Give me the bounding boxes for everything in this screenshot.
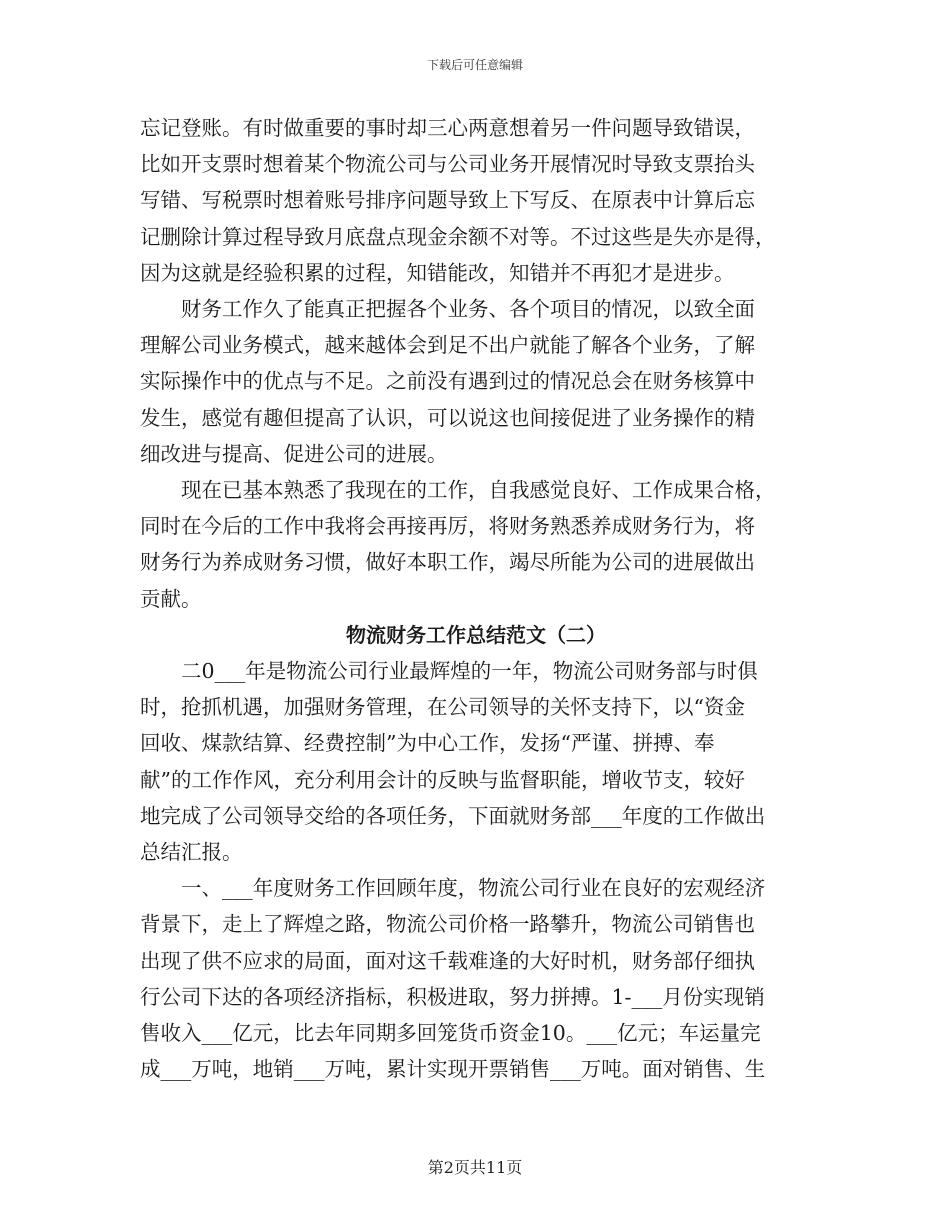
document-body	[140, 110, 812, 1087]
section-heading: 物流财务工作总结范文（二）	[346, 622, 606, 647]
page-number: 第2页共11页	[427, 1158, 523, 1177]
text-line: 行公司下达的各项经济指标，积极进取，努力拼搏。1-___月份实现销	[140, 984, 765, 1009]
text-line: 售收入___亿元，比去年同期多回笼货币资金10。___亿元；车运量完	[140, 1021, 761, 1046]
text-line: 细改进与提高、促进公司的进展。	[140, 441, 448, 466]
page-header: 下载后可任意编辑	[426, 58, 523, 72]
text-line: 背景下，走上了辉煌之路，物流公司价格一路攀升，物流公司销售也	[140, 912, 755, 937]
text-line: 理解公司业务模式，越来越体会到足不出户就能了解各个业务，了解	[140, 333, 755, 358]
text-line: 回收、煤款结算、经费控制”为中心工作，发扬“严谨、拼搏、奉	[140, 731, 715, 756]
text-line: 写错、写税票时想着账号排序问题导致上下写反、在原表中计算后忘	[140, 188, 755, 213]
text-line: 二0___年是物流公司行业最辉煌的一年，物流公司财务部与时俱	[140, 659, 758, 684]
text-line: 忘记登账。有时做重要的事时却三心两意想着另一件问题导致错误，	[140, 116, 755, 140]
text-line: 一、___年度财务工作回顾年度，物流公司行业在良好的宏观经济	[140, 876, 766, 901]
text-line: 同时在今后的工作中我将会再接再厉，将财务熟悉养成财务行为，将	[140, 514, 755, 539]
text-line: 时，抢抓机遇，加强财务管理，在公司领导的关怀支持下，以“资金	[140, 695, 745, 720]
text-line: 财务工作久了能真正把握各个业务、各个项目的情况，以致全面	[140, 297, 755, 322]
text-line: 现在已基本熟悉了我现在的工作，自我感觉良好、工作成果合格，	[140, 478, 776, 503]
text-line: 地完成了公司领导交给的各项任务，下面就财务部___年度的工作做出	[140, 803, 766, 828]
text-line: 贡献。	[140, 586, 202, 611]
text-line: 因为这就是经验积累的过程，知错能改，知错并不再犯才是进步。	[140, 260, 735, 285]
text-line: 总结汇报。	[140, 840, 243, 865]
text-line: 记删除计算过程导致月底盘点现金余额不对等。不过这些是失亦是得，	[140, 224, 776, 249]
text-line: 成___万吨，地销___万吨，累计实现开票销售___万吨。面对销售、生	[140, 1057, 766, 1082]
text-line: 财务行为养成财务习惯，做好本职工作，竭尽所能为公司的进展做出	[140, 550, 755, 575]
text-line: 比如开支票时想着某个物流公司与公司业务开展情况时导致支票抬头	[140, 152, 755, 177]
text-line: 献”的工作作风，充分利用会计的反映与监督职能，增收节支，较好	[140, 767, 745, 792]
text-line: 实际操作中的优点与不足。之前没有遇到过的情况总会在财务核算中	[140, 369, 755, 394]
text-line: 出现了供不应求的局面，面对这千载难逢的大好时机，财务部仔细执	[140, 948, 755, 973]
text-line: 发生，感觉有趣但提高了认识，可以说这也间接促进了业务操作的精	[140, 405, 755, 430]
